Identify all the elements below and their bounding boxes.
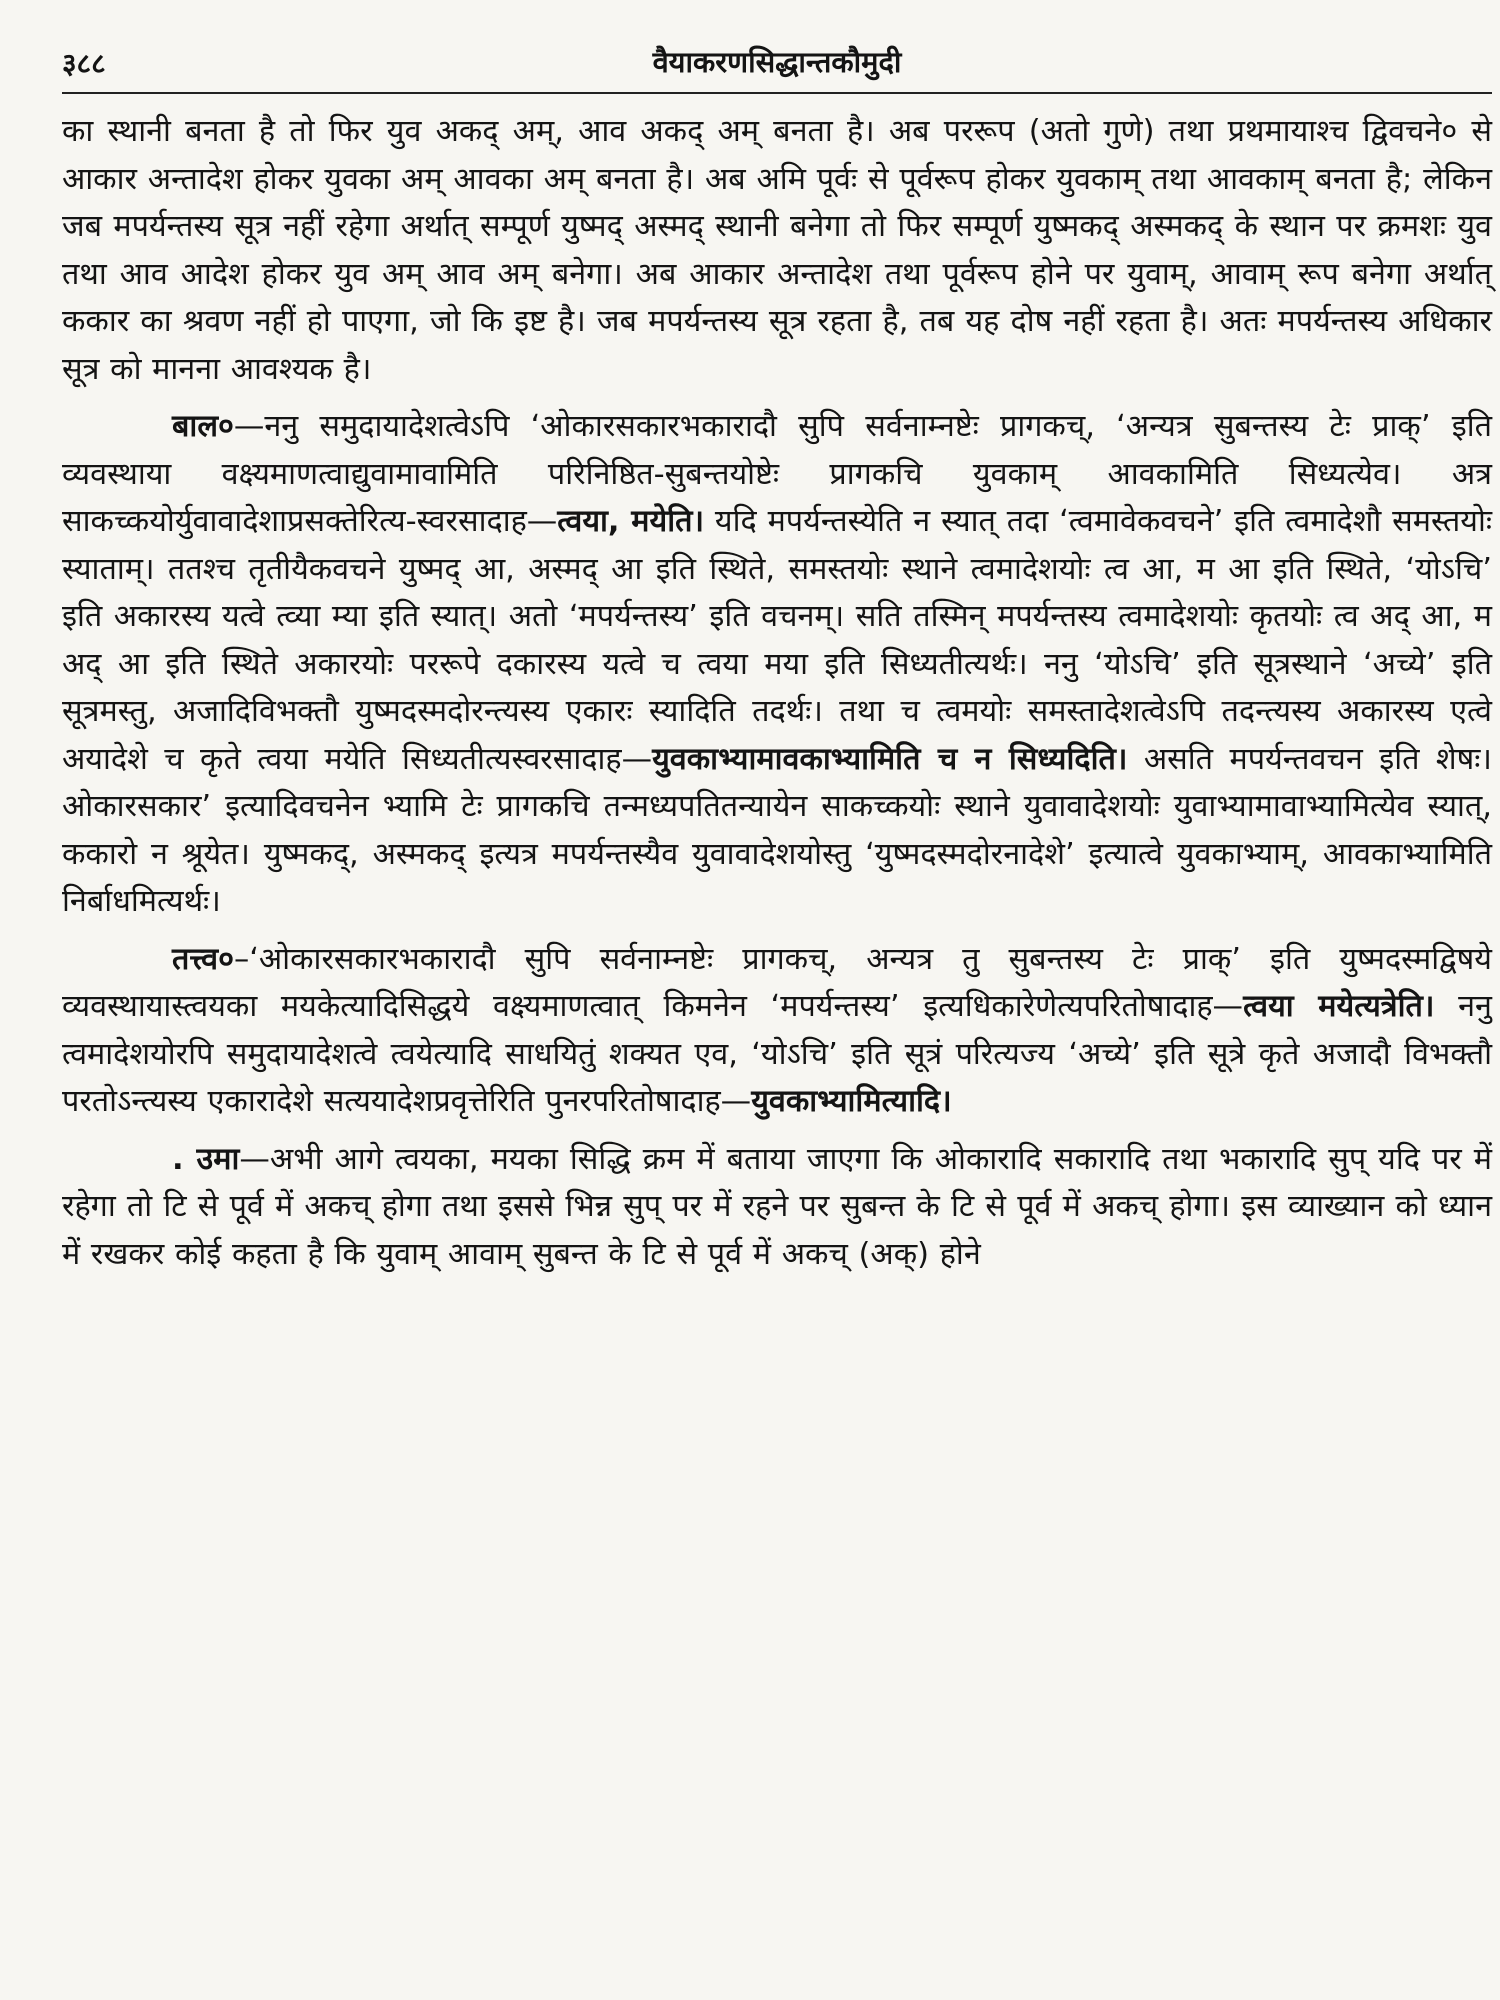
uma-text-1: —अभी आगे त्वयका, मयका सिद्धि क्रम में बताया जाएगा कि ओकारादि सकारादि तथा भकारादि सुप् यदि पर में रहेगा तो टि से पूर्व में अकच् होगा तथा इससे भिन्न सुप् पर में रहने पर सुबन्त के टि से पूर्व में अकच् होगा। इस व्याख्यान को ध्यान में रखकर कोई कहता है कि युवाम् आवाम् सुबन्त के टि से पूर्व में अकच् (अक्) होने <box>62 1141 1492 1272</box>
bala-text-3: असति मपर्यन्तवचन इति शेषः। ओकारसकार’ इत्यादिवचनेन भ्यामि टेः प्रागकचि तन्मध्यपतितन्यायेन साकच्कयोः स्थाने युवावादेशयोः युवाभ्यामावाभ्यामित्येव स्यात्, ककारो न श्रूयेत। युष्मकद्, अस्मकद् इत्यत्र मपर्यन्तस्यैव युवावादेशयोस्तु ‘युष्मदस्मदोरनादेशे’ इत्यात्वे युवकाभ्याम्, आवकाभ्यामिति निर्बाधमित्यर्थः। <box>62 741 1492 919</box>
running-title: वैयाकरणसिद्धान्तकौमुदी <box>652 45 902 79</box>
page-header <box>62 38 1492 94</box>
page-number: ३८८ <box>62 47 106 80</box>
tattva-text-2: ननु त्वमादेशयोरपि समुदायादेशत्वे त्वयेत्यादि साधयितुं शक्यत एव, ‘योऽचि’ इति सूत्रं परित्यज्य ‘अच्ये’ इति सूत्रे कृते अजादौ विभक्तौ परतोऽन्त्यस्य एकारादेशे सत्ययादेशप्रवृत्तेरिति पुनरपरितोषादाह— <box>62 989 1492 1119</box>
tattva-commentary-paragraph <box>62 936 1492 1126</box>
book-page <box>62 38 1492 1988</box>
bala-commentary-paragraph <box>62 403 1492 926</box>
bala-bold-2: युवकाभ्यामावकाभ्यामिति च न सिध्यदिति। <box>652 741 1128 777</box>
paragraph-text: का स्थानी बनता है तो फिर युव अकद् अम्, आव अकद् अम् बनता है। अब पररूप (अतो गुणे) तथा प्रथमायाश्च द्विवचने० से आकार अन्तादेश होकर युवका अम् आवका अम् बनता है। अब अमि पूर्वः से पूर्वरूप होकर युवकाम् तथा आवकाम् बनता है; लेकिन जब मपर्यन्तस्य सूत्र नहीं रहेगा अर्थात् सम्पूर्ण युष्मद् अस्मद् स्थानी बनेगा तो फिर सम्पूर्ण युष्मकद् अस्मकद् के स्थान पर क्रमशः युव तथा आव आदेश होकर युव अम् आव अम् बनेगा। अब आकार अन्तादेश तथा पूर्वरूप होने पर युवाम्, आवाम् रूप बनेगा अर्थात् ककार का श्रवण नहीं हो पाएगा, जो कि इष्ट है। जब मपर्यन्तस्य सूत्र रहता है, तब यह दोष नहीं रहता है। अतः मपर्यन्तस्य अधिकार सूत्र को मानना आवश्यक है। <box>62 114 1492 387</box>
page-body <box>62 108 1492 1278</box>
bala-text-1: —ननु समुदायादेशत्वेऽपि ‘ओकारसकारभकारादौ सुपि सर्वनाम्नष्टेः प्रागकच्, ‘अन्यत्र सुबन्तस्य टेः प्राक्’ इति व्यवस्थाया वक्ष्यमाणत्वाद्युवामावामिति परिनिष्ठित-सुबन्तयोष्टेः प्रागकचि युवकाम् आवकामिति सिध्यत्येव। अत्र साकच्कयोर्युवावादेशाप्रसक्तेरित्य-स्वरसादाह— <box>62 409 1492 539</box>
uma-commentary-paragraph <box>62 1136 1492 1279</box>
tattva-bold-2: युवकाभ्यामित्यादि। <box>751 1084 952 1119</box>
bala-label: बाल० <box>172 409 234 444</box>
tattva-label: तत्त्व० <box>172 941 234 977</box>
bala-bold-1: त्वया, मयेति। <box>557 504 705 539</box>
bala-text-2: यदि मपर्यन्तस्येति न स्यात् तदा ‘त्वमावेकवचने’ इति त्वमादेशौ समस्तयोः स्याताम्। ततश्च तृतीयैकवचने युष्मद् आ, अस्मद् आ इति स्थिते, समस्तयोः स्थाने त्वमादेशयोः त्व आ, म आ इति स्थिते, ‘योऽचि’ इति अकारस्य यत्वे त्व्या म्या इति स्यात्। अतो ‘मपर्यन्तस्य’ इति वचनम्। सति तस्मिन् मपर्यन्तस्य त्वमादेशयोः कृतयोः त्व अद् आ, म अद् आ इति स्थिते अकारयोः पररूपे दकारस्य यत्वे च त्वया मया इति सिध्यतीत्यर्थः। ननु ‘योऽचि’ इति सूत्रस्थाने ‘अच्ये’ इति सूत्रमस्तु, अजादिविभक्तौ युष्मदस्मदोरन्त्यस्य एकारः स्यादिति तदर्थः। तथा च त्वमयोः समस्तादेशत्वेऽपि तदन्त्यस्य अकारस्य एत्वे अयादेशे च कृते त्वया मयेति सिध्यतीत्यस्वरसादाह— <box>62 504 1493 777</box>
hindi-commentary-paragraph <box>62 108 1492 393</box>
uma-label: . उमा <box>172 1141 240 1177</box>
tattva-text-1: –‘ओकारसकारभकारादौ सुपि सर्वनाम्नष्टेः प्रागकच्, अन्यत्र तु सुबन्तस्य टेः प्राक्’ इति युष्मदस्मद्विषये व्यवस्थायास्त्वयका मयकेत्यादिसिद्धये वक्ष्यमाणत्वात् किमनेन ‘मपर्यन्तस्य’ इत्यधिकारेणेत्यपरितोषादाह— <box>62 941 1492 1024</box>
tattva-bold-1: त्वया मयेत्यत्रेति। <box>1243 989 1435 1024</box>
